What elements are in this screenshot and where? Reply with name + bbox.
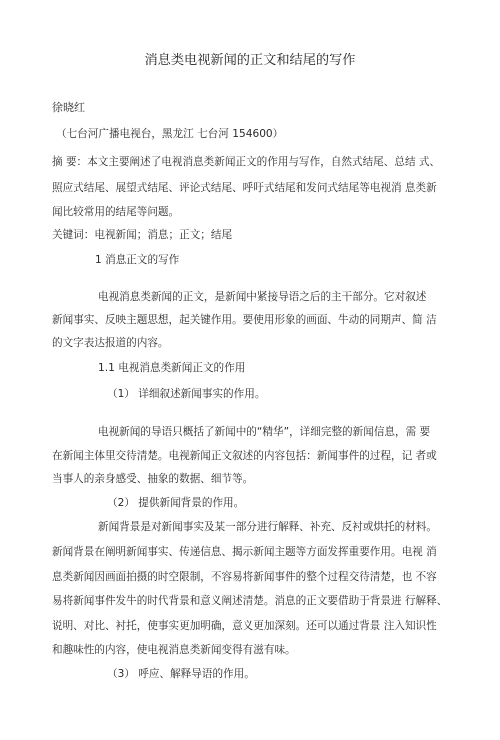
paragraph-line: 新闻事实、反映主题思想，起关键作用。要使用形象的画面、牛动的同期声、简 洁 bbox=[52, 314, 437, 326]
paragraph-line: 当事人的亲身感受、抽象的数据、细节等。 bbox=[52, 473, 254, 485]
paragraph-line: 说明、对比、衬托，使事实更加明确，意义更加深刻。还可以通过背景 注入知识性 bbox=[52, 620, 437, 632]
paragraph-line: 新闻背景在阐明新闻事实、传递信息、揭示新闻主题等方面发挥重要作用。电视 消 bbox=[52, 546, 437, 558]
abstract-line: 闻比较常用的结尾等问题。 bbox=[52, 206, 180, 218]
section-heading: 1 消息正文的写作 bbox=[95, 254, 180, 266]
abstract-line: 摘 要：本文主要阐述了电视消息类新闻正文的作用与写作，自然式结尾、总结 式、 bbox=[52, 156, 441, 168]
paragraph-line: 在新闻主体里交待清楚。电视新闻正文叙述的内容包括：新闻事件的过程，记 者或 bbox=[52, 450, 437, 462]
author-affiliation: （七台河广播电视台，黑龙江 七台河 154600） bbox=[56, 128, 284, 140]
abstract-line: 照应式结尾、展望式结尾、评论式结尾、呼吁式结尾和发问式结尾等电视消 息类新 bbox=[52, 182, 437, 194]
paragraph-line: 新闻背景是对新闻事实及某一部分进行解释、补充、反衬或烘托的材料。 bbox=[98, 521, 437, 533]
list-item-heading: （1） 详细叙述新闻事实的作用。 bbox=[107, 388, 266, 400]
keywords: 关键词：电视新闻；消息；正文；结尾 bbox=[52, 229, 233, 241]
subsection-heading: 1.1 电视消息类新闻正文的作用 bbox=[98, 362, 246, 374]
paragraph-line: 息类新闻因画面拍摄的时空限制，不容易将新闻事件的整个过程交待清楚，也 不容 bbox=[52, 571, 437, 583]
paragraph-line: 和趣味性的内容，使电视消息类新闻变得有滋有味。 bbox=[52, 644, 296, 656]
author-name: 徐晓红 bbox=[52, 101, 85, 114]
paragraph-line: 易将新闻事件发牛的时代背景和意义阐述清楚。消息的正文要借助于背景进 行解释、 bbox=[52, 595, 448, 607]
paragraph-line: 电视消息类新闻的正文，是新闻中紧接导语之后的主干部分。它对叙述 bbox=[98, 291, 427, 303]
list-item-heading: （3） 呼应、解释导语的作用。 bbox=[107, 668, 255, 680]
list-item-heading: （2） 提供新闻背景的作用。 bbox=[107, 497, 245, 509]
document-title: 消息类电视新闻的正文和结尾的写作 bbox=[144, 53, 356, 68]
paragraph-line: 电视新闻的导语只概括了新闻中的“精华”，详细完整的新闻信息，需 要 bbox=[98, 426, 431, 438]
paragraph-line: 的文字表达报道的内容。 bbox=[52, 337, 169, 349]
